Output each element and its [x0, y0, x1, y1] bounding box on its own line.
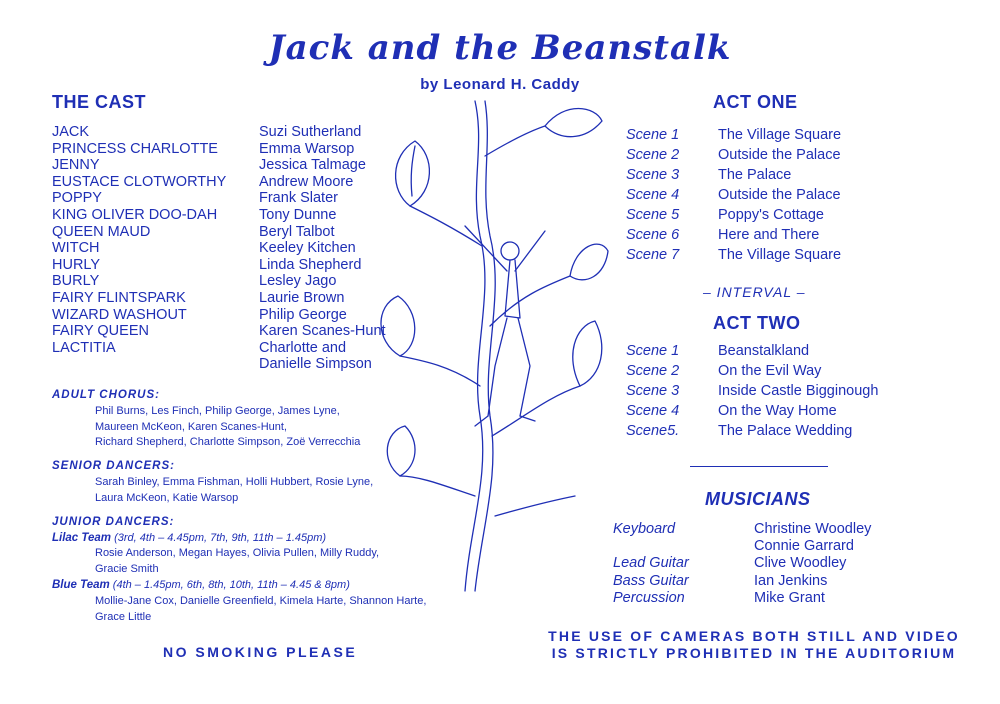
scene-place: The Village Square [718, 247, 842, 263]
scene-number: Scene 2 [626, 363, 680, 379]
musician-name: Christine Woodley [754, 521, 872, 537]
musician-name: Clive Woodley [754, 555, 847, 571]
list-item [626, 165, 841, 185]
list-item [626, 381, 878, 401]
cast-actor: Keeley Kitchen [259, 240, 356, 257]
cast-actor: Tony Dunne [259, 206, 337, 223]
musicians-heading: MUSICIANS [705, 489, 811, 509]
page-title: Jack and the Beanstalk [268, 28, 732, 68]
warning-line: THE USE OF CAMERAS BOTH STILL AND VIDEO [548, 628, 960, 644]
cast-role: QUEEN MAUD [52, 223, 151, 240]
cast-role: PRINCESS CHARLOTTE [52, 140, 218, 157]
lilac-team-list [95, 546, 379, 577]
cast-role: WIZARD WASHOUT [52, 306, 187, 323]
cast-actor: Philip George [259, 306, 347, 323]
cast-actor: Suzi Sutherland [259, 124, 362, 140]
junior-dancers-heading: JUNIOR DANCERS: [52, 516, 175, 528]
list-line: Gracie Smith [95, 562, 159, 575]
cast-actor: Linda Shepherd [259, 256, 362, 273]
lilac-team-header [52, 531, 326, 547]
scene-number: Scene 7 [626, 247, 680, 263]
scene-place: On the Way Home [718, 403, 837, 419]
musician-name: Ian Jenkins [754, 572, 828, 589]
list-item [613, 573, 871, 590]
scene-number: Scene 3 [626, 383, 680, 399]
lilac-team-label: Lilac Team [52, 532, 112, 544]
cast-actor: Beryl Talbot [259, 223, 335, 240]
scene-number: Scene 1 [626, 343, 680, 359]
list-line: Maureen McKeon, Karen Scanes-Hunt, [95, 420, 287, 433]
cast-role: POPPY [52, 190, 102, 207]
scene-place: The Palace [718, 167, 792, 183]
scene-place: Outside the Palace [718, 147, 841, 163]
scene-place: The Village Square [718, 127, 842, 143]
list-line: Rosie Anderson, Megan Hayes, Olivia Pullen, Milly Ruddy, [95, 547, 380, 559]
cast-roles [52, 124, 226, 356]
scene-place: Outside the Palace [718, 187, 841, 203]
blue-team-header [52, 578, 350, 594]
cast-actor: Laurie Brown [259, 289, 345, 306]
list-item [613, 521, 871, 554]
cast-role: EUSTACE CLOTWORTHY [52, 173, 227, 190]
list-line: Mollie-Jane Cox, Danielle Greenfield, Kimela Harte, Shannon Harte, [95, 595, 427, 607]
senior-dancers-heading: SENIOR DANCERS: [52, 460, 175, 472]
cast-actor: Karen Scanes-Hunt [259, 323, 386, 340]
warning-line: IS STRICTLY PROHIBITED IN THE AUDITORIUM [551, 645, 957, 661]
cast-actor: Danielle Simpson [259, 356, 372, 373]
scene-number: Scene 1 [626, 127, 680, 143]
list-line: Laura McKeon, Katie Warsop [95, 491, 239, 504]
scene-number: Scene 4 [626, 403, 680, 419]
cast-actor: Frank Slater [259, 190, 338, 207]
cast-actors [259, 124, 386, 373]
divider [690, 466, 828, 467]
scene-place: Beanstalkland [718, 343, 810, 359]
list-item [626, 401, 878, 421]
musicians-list [613, 521, 871, 607]
cast-role: FAIRY QUEEN [52, 323, 149, 340]
interval-label: – INTERVAL – [703, 284, 806, 300]
list-item [626, 341, 878, 361]
blue-team-label: Blue Team [52, 579, 110, 591]
list-item [626, 185, 841, 205]
list-item [626, 205, 841, 225]
scene-place: Here and There [718, 227, 820, 243]
list-item [626, 125, 841, 145]
cast-actor: Lesley Jago [259, 273, 337, 290]
act-two-scenes [626, 341, 878, 441]
cast-role: JENNY [52, 157, 100, 174]
scene-number: Scene 6 [626, 227, 680, 243]
musician-name: Connie Garrard [754, 537, 854, 554]
blue-team-list [95, 594, 426, 625]
blue-team-dates: (4th – 1.45pm, 6th, 8th, 10th, 11th – 4.45 & 8pm) [112, 579, 350, 591]
scene-place: The Palace Wedding [718, 423, 853, 439]
list-item [626, 225, 841, 245]
adult-chorus-list [95, 404, 360, 451]
act-two-heading: ACT TWO [713, 313, 801, 333]
scene-place: Poppy's Cottage [718, 207, 824, 223]
scene-number: Scene 3 [626, 167, 680, 183]
list-item [626, 145, 841, 165]
instrument-label: Bass Guitar [613, 572, 689, 589]
camera-warning [540, 628, 968, 662]
cast-heading: THE CAST [52, 92, 146, 112]
musician-name: Mike Grant [754, 590, 825, 606]
cast-role: KING OLIVER DOO-DAH [52, 206, 218, 223]
cast-role: HURLY [52, 256, 101, 273]
scene-number: Scene 5 [626, 207, 680, 223]
cast-role: WITCH [52, 240, 100, 257]
scene-number: Scene5. [626, 423, 680, 439]
cast-role: FAIRY FLINTSPARK [52, 289, 186, 306]
list-line: Grace Little [95, 610, 152, 623]
adult-chorus-heading: ADULT CHORUS: [52, 389, 160, 401]
cast-role: LACTITIA [52, 339, 116, 356]
list-item [626, 361, 878, 381]
scene-number: Scene 4 [626, 187, 680, 203]
no-smoking-notice: NO SMOKING PLEASE [163, 644, 358, 660]
instrument-label: Percussion [613, 590, 685, 606]
list-item [626, 245, 841, 265]
scene-place: On the Evil Way [718, 363, 822, 379]
list-line: Richard Shepherd, Charlotte Simpson, Zoë Verrecchia [95, 436, 361, 448]
list-item [613, 590, 871, 607]
list-item [626, 421, 878, 441]
instrument-label: Lead Guitar [613, 555, 689, 571]
list-item [613, 555, 871, 572]
beanstalk-illustration [370, 96, 610, 596]
list-line: Phil Burns, Les Finch, Philip George, James Lyne, [95, 405, 340, 417]
cast-role: BURLY [52, 273, 100, 290]
list-line: Sarah Binley, Emma Fishman, Holli Hubbert, Rosie Lyne, [95, 476, 374, 488]
scene-number: Scene 2 [626, 147, 680, 163]
instrument-label: Keyboard [613, 521, 676, 537]
act-one-scenes [626, 125, 841, 265]
cast-actor: Charlotte and [259, 339, 347, 356]
cast-actor: Andrew Moore [259, 173, 354, 190]
cast-actor: Emma Warsop [259, 140, 355, 157]
act-one-heading: ACT ONE [713, 92, 798, 112]
author-byline: by Leonard H. Caddy [420, 76, 580, 93]
cast-actor: Jessica Talmage [259, 157, 366, 174]
scene-place: Inside Castle Bigginough [718, 383, 879, 399]
lilac-team-dates: (3rd, 4th – 4.45pm, 7th, 9th, 11th – 1.45pm) [114, 532, 327, 544]
senior-dancers-list [95, 475, 373, 506]
cast-role: JACK [52, 124, 90, 140]
